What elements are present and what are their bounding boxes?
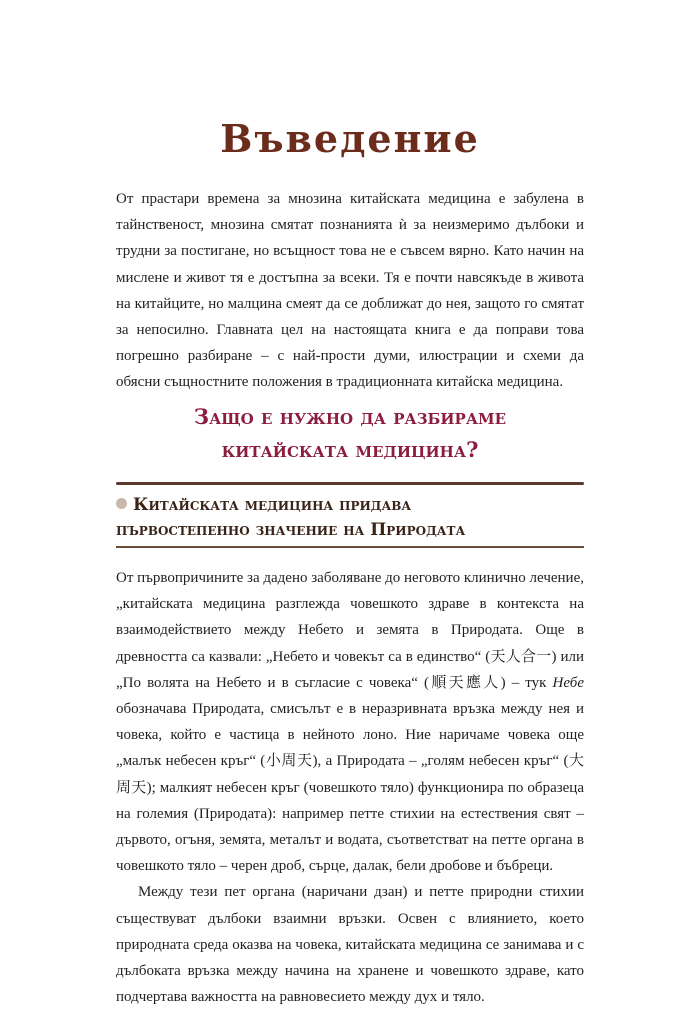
body-paragraph-1 <box>116 565 584 879</box>
section-divider <box>116 482 584 485</box>
section-heading-line2: китайската медицина? <box>221 437 479 462</box>
section-heading-line1: Защо е нужно да разбираме <box>193 404 507 429</box>
sub-heading-underline <box>116 546 584 548</box>
sub-heading-line1: Китайската медицина придава <box>133 495 412 515</box>
sub-heading-line2: първостепенно значение на Природата <box>116 520 466 540</box>
body-paragraph-2: Между тези пет органа (наричани дзан) и петте природни стихии съществуват дълбоки взаимни връзки. Освен с влиянието, което природната среда оказва на човека, китайската медицина се занимава и с дълбоката връзка между начина на хранене и човешкото здраве, като подчертава важността на равновесието между дух и тяло. <box>116 884 584 1006</box>
body-paragraph-1-part-b: обозначава Природата, смисълът е в неразривната връзка между нея и човека, който е частица в нейното лоно. Ние наричаме човека още „малък небесен кръг“ (小周天), а Природата – „голям небесен кръг“ (大周天); малкият небесен кръг (човешкото тяло) функционира по образеца на големия (Природата): например петте стихии на естествения свят – дървото, огъня, земята, металът и водата, съответстват на петте органа в човешкото тяло – черен дроб, сърце, далак, бели дробове и бъбреци. <box>116 701 584 875</box>
sub-heading <box>116 493 584 543</box>
section-heading <box>0 400 700 466</box>
body-text <box>116 565 584 1010</box>
page-title: Въведение <box>220 116 480 161</box>
body-paragraph-1-part-a: От първопричините за дадено заболяване до неговото клинично лечение, „китайската медицина разглежда човешкото здраве в контекста на взаимодействието между Небето и земята в Природата. Още в древността са казвали: „Небето и човекът са в единство“ (天人合一) или „По волята на Небето и в съгласие с човека“ (順天應人) – тук <box>116 570 584 691</box>
bullet-dot-icon <box>116 498 127 509</box>
emphasis-heaven: Небе <box>552 674 584 691</box>
intro-paragraph: От прастари времена за мнозина китайската медицина е забулена в тайнственост, мнозина смятат познанията ѝ за неизмеримо дълбоки и трудни за постигане, но всъщност това не е съвсем вярно. Като начин на мислене и живот тя е достъпна за всеки. Тя е почти навсякъде в живота на китайците, но малцина смеят да се доближат до нея, защото го смятат за непосилно. Главната цел на настоящата книга е да поправи това погрешно разбиране – с най-прости думи, илюстрации и схеми да обясни същностните положения в традиционната китайска медицина. <box>116 191 584 391</box>
